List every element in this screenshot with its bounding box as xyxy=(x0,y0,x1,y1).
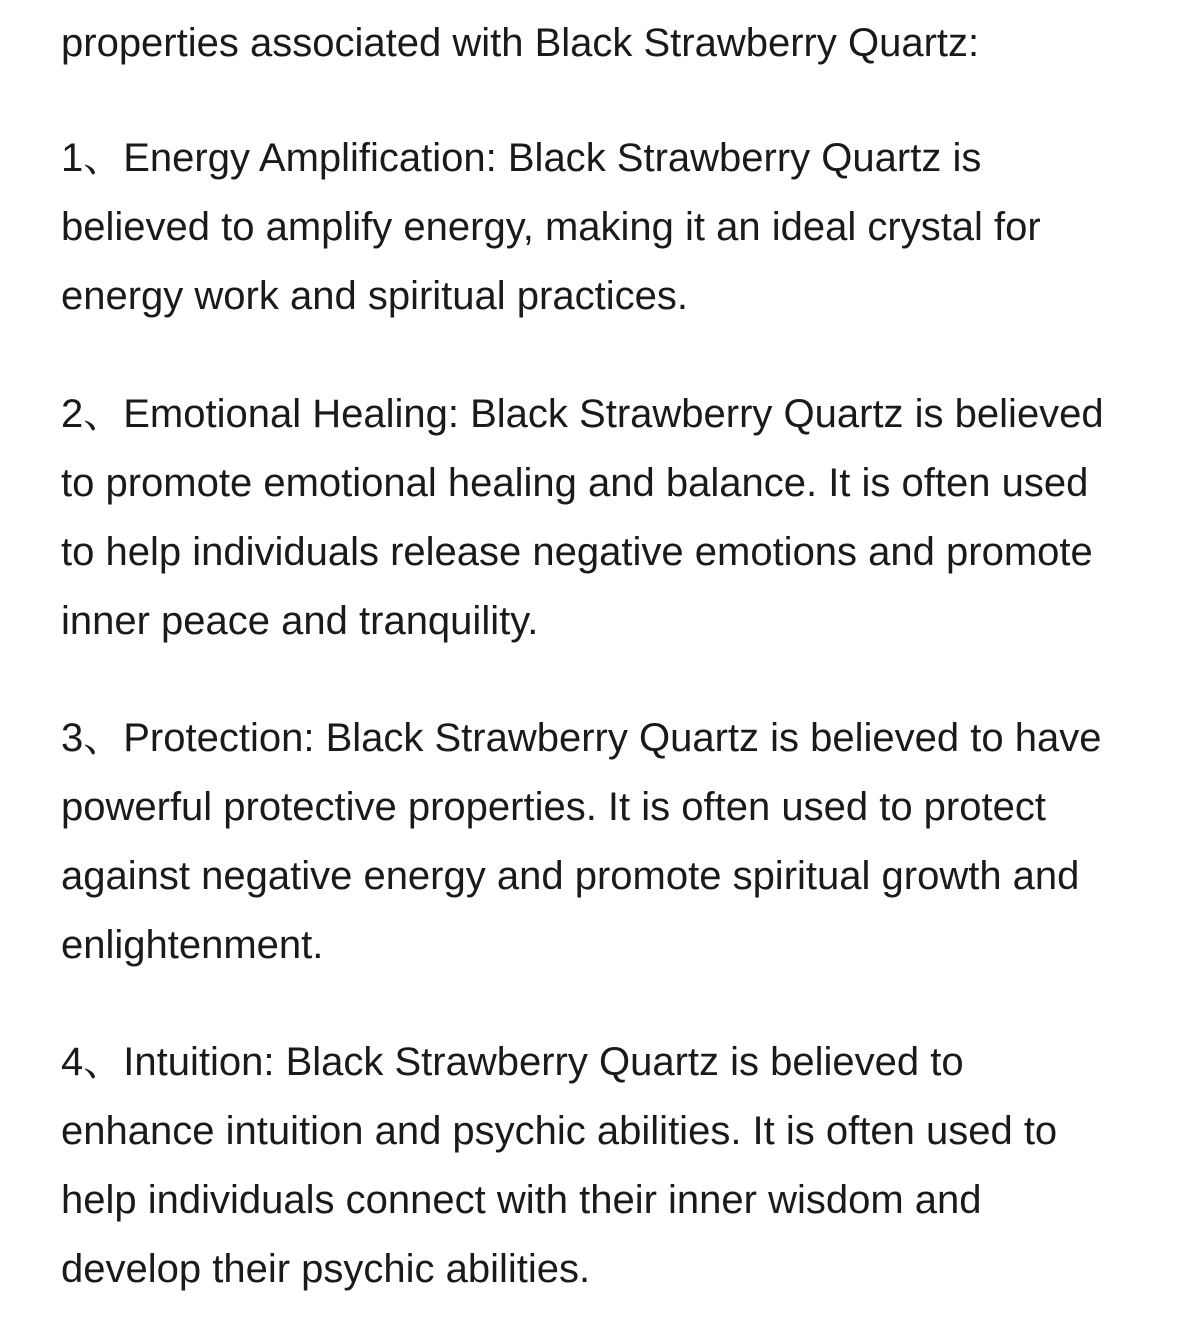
paragraph-protection: 3、Protection: Black Strawberry Quartz is believed to have powerful protective properties. It is often used to protect against negative energy and promote spiritual growth and enlightenment. xyxy=(61,716,1102,967)
paragraph-energy-amplification: 1、Energy Amplification: Black Strawberry Quartz is believed to amplify energy, making it an ideal crystal for energy work and spiritual practices. xyxy=(61,136,1041,318)
intro-text: properties associated with Black Strawberry Quartz: xyxy=(61,21,980,65)
paragraph-emotional-healing: 2、Emotional Healing: Black Strawberry Quartz is believed to promote emotional healing and balance. It is often used to help individuals release negative emotions and promote inner peace and tranquility. xyxy=(61,392,1104,643)
paragraph-intuition: 4、Intuition: Black Strawberry Quartz is believed to enhance intuition and psychic abilities. It is often used to help individuals connect with their inner wisdom and develop their psychic abilities. xyxy=(61,1040,1058,1291)
